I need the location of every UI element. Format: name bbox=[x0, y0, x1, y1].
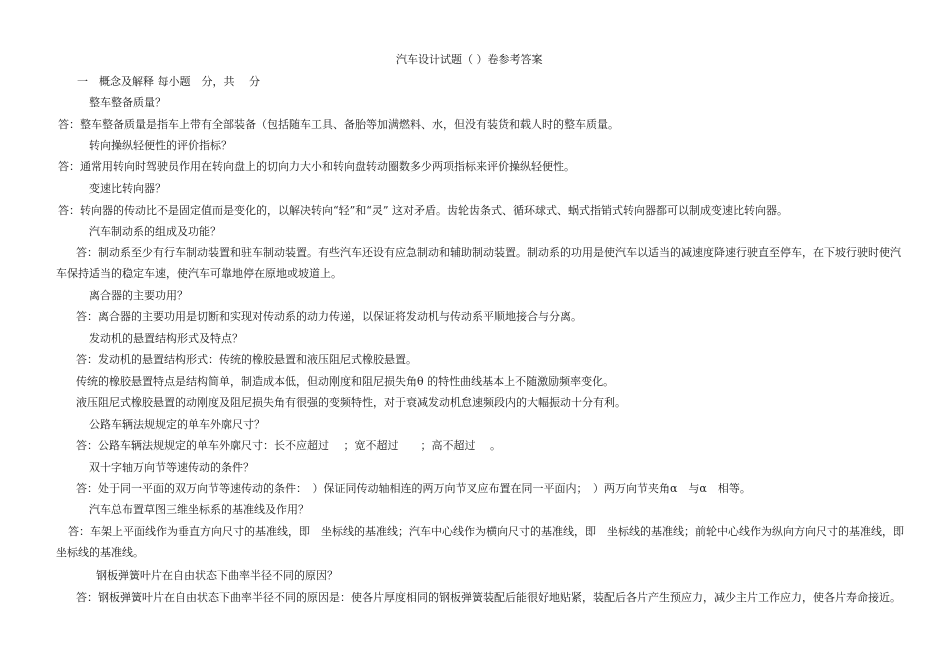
answer-2: 答：通常用转向时驾驶员作用在转向盘上的切向力大小和转向盘转动圈数多少两项指标来评价操纵轻便性。 bbox=[58, 160, 575, 173]
question-3: 变速比转向器？ bbox=[89, 182, 166, 195]
question-4: 汽车制动系的组成及功能？ bbox=[89, 225, 221, 238]
answer-10: 答：钢板弹簧叶片在自由状态下曲率半径不同的原因是：使各片厚度相同的钢板弹簧装配后能很好地贴紧，装配后各片产生预应力，减少主片工作应力，使各片寿命接近。 bbox=[76, 591, 901, 604]
answer-6: 答：发动机的悬置结构形式：传统的橡胶悬置和液压阻尼式橡胶悬置。 bbox=[76, 353, 417, 366]
answer-4-continued: 车保持适当的稳定车速，使汽车可靠地停在原地或坡道上。 bbox=[56, 267, 342, 280]
question-2: 转向操纵轻便性的评价指标？ bbox=[89, 139, 232, 152]
answer-1: 答：整车整备质量是指车上带有全部装备（包括随车工具、备胎等加满燃料、水，但没有装货和载人时的整车质量。 bbox=[58, 118, 619, 131]
answer-6-line-2: 传统的橡胶悬置特点是结构简单，制造成本低，但动刚度和阻尼损失角θ 的特性曲线基本上不随激励频率变化。 bbox=[76, 375, 615, 388]
question-10: 钢板弹簧叶片在自由状态下曲率半径不同的原因？ bbox=[96, 569, 338, 582]
page-title: 汽车设计试题（ ）卷参考答案 bbox=[396, 53, 543, 66]
answer-9: 答：车架上平面线作为垂直方向尺寸的基准线，即 坐标线的基准线；汽车中心线作为横向尺寸的基准线，即 坐标线的基准线；前轮中心线作为纵向方向尺寸的基准线，即 bbox=[68, 525, 904, 538]
section-heading: 一 概念及解释 每小题 分，共 分 bbox=[77, 75, 260, 88]
answer-3: 答：转向器的传动比不是固定值而是变化的，以解决转向“轻”和“灵” 这对矛盾。齿轮齿条式、循环球式、蜗式指销式转向器都可以制成变速比转向器。 bbox=[58, 204, 788, 217]
question-7: 公路车辆法规规定的单车外廓尺寸？ bbox=[89, 418, 265, 431]
answer-8: 答：处于同一平面的双万向节等速传动的条件： ）保证同传动轴相连的两万向节叉应布置在同一平面内； ）两万向节夹角α 与α 相等。 bbox=[76, 482, 751, 495]
question-8: 双十字轴万向节等速传动的条件？ bbox=[89, 461, 254, 474]
answer-4: 答：制动系至少有行车制动装置和驻车制动装置。有些汽车还设有应急制动和辅助制动装置。制动系的功用是使汽车以适当的减速度降速行驶直至停车，在下坡行驶时使汽 bbox=[76, 246, 901, 259]
answer-7: 答：公路车辆法规规定的单车外廓尺寸：长不应超过 ；宽不超过 ；高不超过 。 bbox=[76, 439, 501, 452]
answer-9-continued: 坐标线的基准线。 bbox=[56, 546, 144, 559]
question-5: 离合器的主要功用？ bbox=[89, 289, 188, 302]
question-9: 汽车总布置草图三维坐标系的基准线及作用？ bbox=[89, 503, 309, 516]
answer-5: 答：离合器的主要功用是切断和实现对传动系的动力传递，以保证将发动机与传动系平顺地接合与分离。 bbox=[76, 310, 582, 323]
question-1: 整车整备质量？ bbox=[89, 96, 166, 109]
question-6: 发动机的悬置结构形式及特点？ bbox=[89, 332, 243, 345]
answer-6-line-3: 液压阻尼式橡胶悬置的动刚度及阻尼损失角有很强的变频特性，对于衰减发动机怠速频段内的大幅振动十分有利。 bbox=[76, 396, 626, 409]
